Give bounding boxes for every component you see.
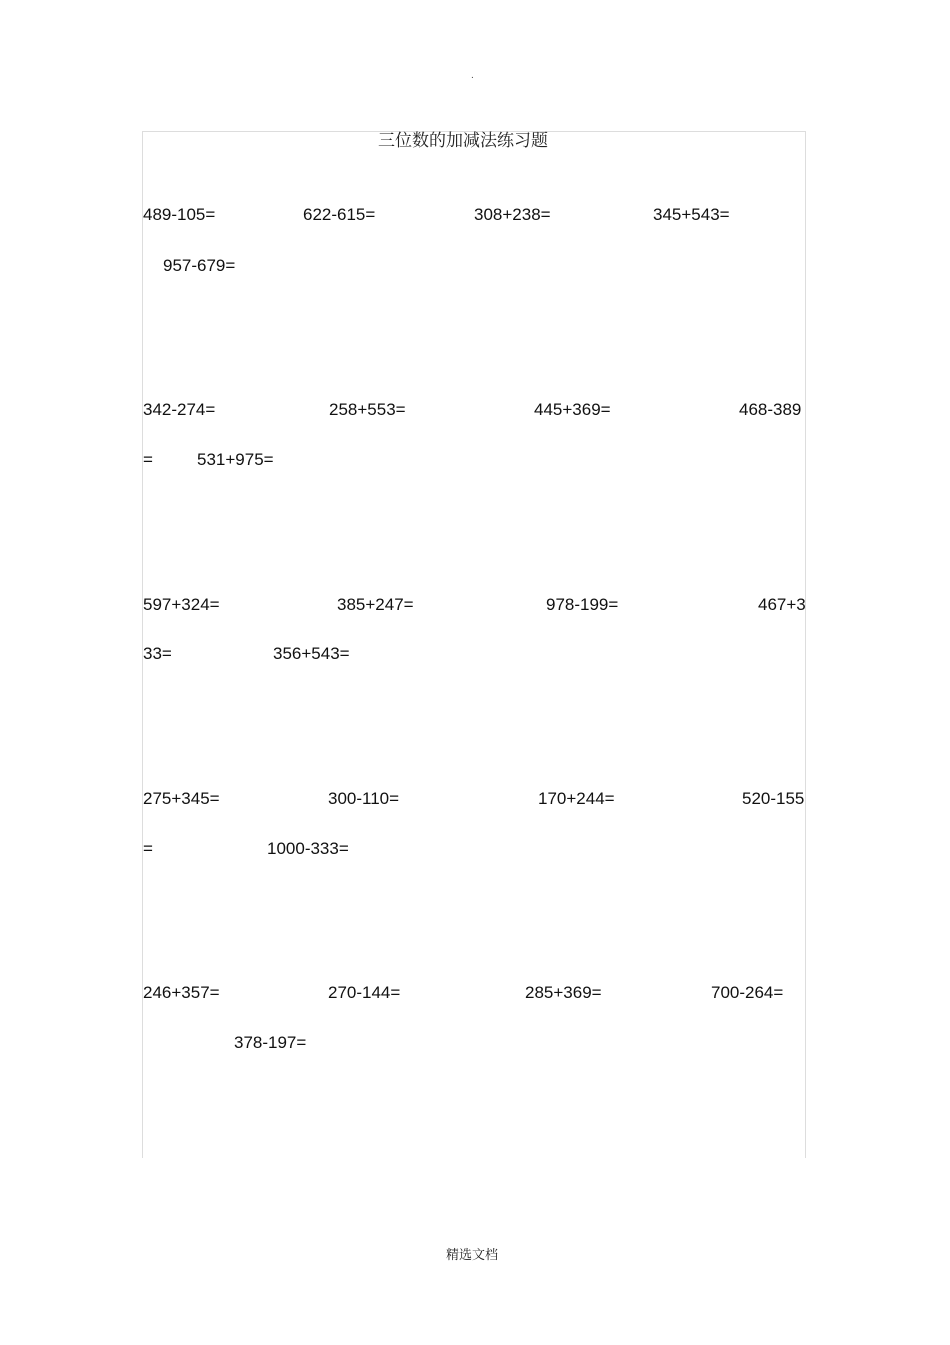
problem: 258+553= xyxy=(329,400,406,419)
problem: 275+345= xyxy=(143,789,220,808)
problem: 170+244= xyxy=(538,789,615,808)
problem: 356+543= xyxy=(273,644,350,663)
problem: 700-264= xyxy=(711,983,784,1002)
problem: 285+369= xyxy=(525,983,602,1002)
problem: 468-389 xyxy=(739,400,802,419)
problem: 345+543= xyxy=(653,205,730,224)
page-title: 三位数的加减法练习题 xyxy=(378,131,548,151)
problem-continuation: = xyxy=(143,450,153,469)
problem: 385+247= xyxy=(337,595,414,614)
problem: 622-615= xyxy=(303,205,376,224)
problem: 342-274= xyxy=(143,400,216,419)
problem: 378-197= xyxy=(234,1033,307,1052)
problem: 300-110= xyxy=(328,789,400,808)
problem: 467+3 xyxy=(758,595,806,614)
problem-continuation: = xyxy=(143,839,153,858)
problem: 531+975= xyxy=(197,450,274,469)
problem: 597+324= xyxy=(143,595,220,614)
problem-continuation: 33= xyxy=(143,644,172,663)
problem: 957-679= xyxy=(163,256,236,275)
problem: 520-155 xyxy=(742,789,805,808)
problem: 489-105= xyxy=(143,205,216,224)
problem: 270-144= xyxy=(328,983,401,1002)
page-footer: 精选文档 xyxy=(446,1248,499,1263)
problem: 445+369= xyxy=(534,400,611,419)
problem: 308+238= xyxy=(474,205,551,224)
problem: 978-199= xyxy=(546,595,619,614)
problem: 246+357= xyxy=(143,983,220,1002)
page-header-mark: . xyxy=(471,70,474,81)
problem: 1000-333= xyxy=(267,839,349,858)
page-frame xyxy=(142,131,806,1158)
